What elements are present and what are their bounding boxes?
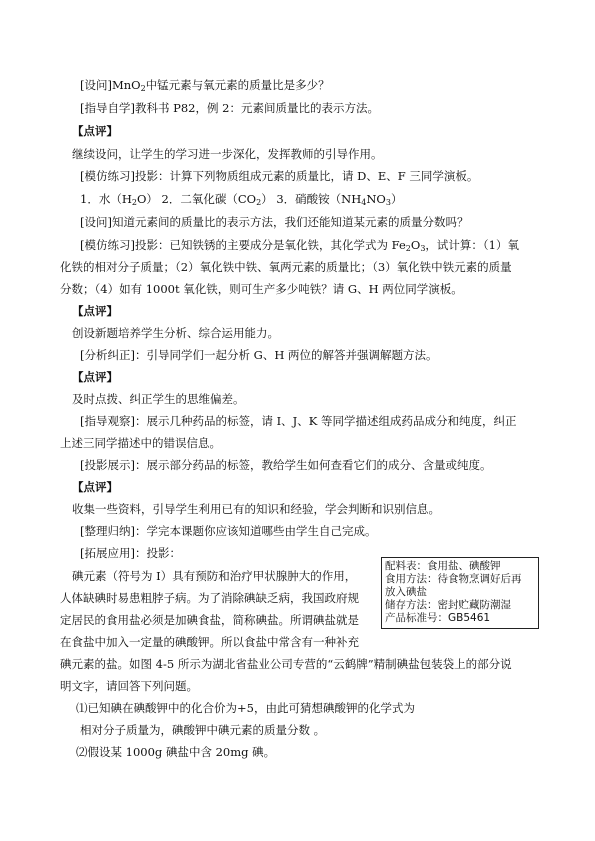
summary: [整理归纳]：学完本课题你应该知道哪些由学生自己完成。 [80, 524, 377, 538]
iodine-paragraph-line6: 明文字，请回答下列问题。 [60, 679, 198, 693]
iodine-paragraph-line1: 碘元素（符号为 I）具有预防和治疗甲状腺肿大的作用， [72, 569, 357, 583]
review-heading: 【点评】 [72, 124, 118, 138]
iodine-paragraph-line2: 人体缺碘时易患粗脖子病。为了消除碘缺乏病，我国政府规 [60, 591, 359, 605]
salt-label-box [381, 557, 539, 629]
label-usage-cont: 放入碘盐 [385, 586, 427, 598]
text: ） 3．硝酸铵（NH [261, 192, 362, 206]
text: ，试计算：（1）氧 [425, 238, 519, 252]
iodine-paragraph-line5: 碘元素的盐。如图 4-5 所示为湖北省盐业公司专营的“云鹤牌”精制碘盐包装袋上的部分说 [60, 657, 512, 671]
text: 1．水（H [80, 192, 132, 206]
question-1: ⑴已知碘在碘酸钾中的化合价为+5，由此可猜想碘酸钾的化学式为 [76, 701, 415, 715]
question-2: ⑵假设某 1000g 碘盐中含 20mg 碘。 [76, 745, 276, 759]
text: [设问]MnO [80, 78, 141, 92]
question-mass-fraction: [设问]知道元素间的质量比的表示方法，我们还能知道某元素的质量分数吗？ [80, 215, 469, 229]
text: NO [366, 192, 386, 206]
subscript: 2 [405, 244, 411, 253]
review-comment-4: 收集一些资料，引导学生利用已有的知识和经验，学会判断和识别信息。 [72, 502, 440, 516]
guide-self-study: [指导自学]教科书 P82，例 2：元素间质量比的表示方法。 [80, 101, 379, 115]
review-heading: 【点评】 [72, 370, 118, 384]
text: [模仿练习]投影：已知铁锈的主要成分是氧化铁，其化学式为 Fe [80, 238, 406, 252]
text: O [410, 238, 421, 252]
text: O） 2．二氧化碳（CO [136, 192, 257, 206]
imitation-exercise-2 [80, 238, 519, 256]
guided-observation-line2: 上述三同学描述中的错误信息。 [60, 436, 221, 450]
guided-observation: [指导观察]：展示几种药品的标签，请 I、J、K 等同学描述组成药品成分和纯度，纠正 [80, 414, 517, 428]
review-heading: 【点评】 [72, 304, 118, 318]
question-1-cont: 相对分子质量为，碘酸钾中碘元素的质量分数 。 [80, 723, 326, 737]
review-comment-2: 创设新题培养学生分析、综合运用能力。 [72, 326, 279, 340]
label-storage: 储存方法：密封贮藏防潮湿 [385, 599, 511, 611]
exercise-items [80, 192, 402, 210]
subscript: 2 [140, 84, 146, 93]
review-heading: 【点评】 [72, 480, 118, 494]
imitation-exercise-2-line2: 化铁的相对分子质量；（2）氧化铁中铁、氧两元素的质量比；（3）氧化铁中铁元素的质量 [60, 260, 512, 274]
subscript: 3 [420, 244, 426, 253]
iodine-paragraph-line4: 在食盐中加入一定量的碘酸钾。所以食盐中常含有一种补充 [60, 635, 359, 649]
review-comment-1: 继续设问，让学生的学习进一步深化，发挥教师的引导作用。 [72, 147, 383, 161]
subscript: 2 [256, 198, 262, 207]
imitation-exercise-2-line3: 分数；（4）如有 1000t 氧化铁，则可生产多少吨铁？请 G、H 两位同学演板。 [60, 282, 463, 296]
extension-application: [拓展应用]：投影： [80, 546, 181, 560]
subscript: 3 [385, 198, 391, 207]
question-mno2 [80, 78, 330, 96]
label-usage: 食用方法：待食物烹调好后再 [385, 573, 522, 585]
projection-display: [投影展示]：展示部分药品的标签，教给学生如何查看它们的成分、含量或纯度。 [80, 458, 492, 472]
text: 中锰元素与氧元素的质量比是多少？ [145, 78, 330, 92]
iodine-paragraph-line3: 定居民的食用盐必须是加碘食盐，简称碘盐。所谓碘盐就是 [60, 613, 359, 627]
text: ） [390, 192, 403, 206]
subscript: 4 [361, 198, 367, 207]
analysis-correction: [分析纠正]：引导同学们一起分析 G、H 两位的解答并强调解题方法。 [80, 348, 438, 362]
subscript: 2 [131, 198, 137, 207]
label-standard: 产品标准号：GB5461 [385, 612, 491, 624]
imitation-exercise-1: [模仿练习]投影：计算下列物质组成元素的质量比，请 D、E、F 三同学演板。 [80, 169, 479, 183]
review-comment-3: 及时点拨、纠正学生的思维偏差。 [72, 392, 245, 406]
label-ingredients: 配料表：食用盐、碘酸钾 [385, 560, 501, 572]
